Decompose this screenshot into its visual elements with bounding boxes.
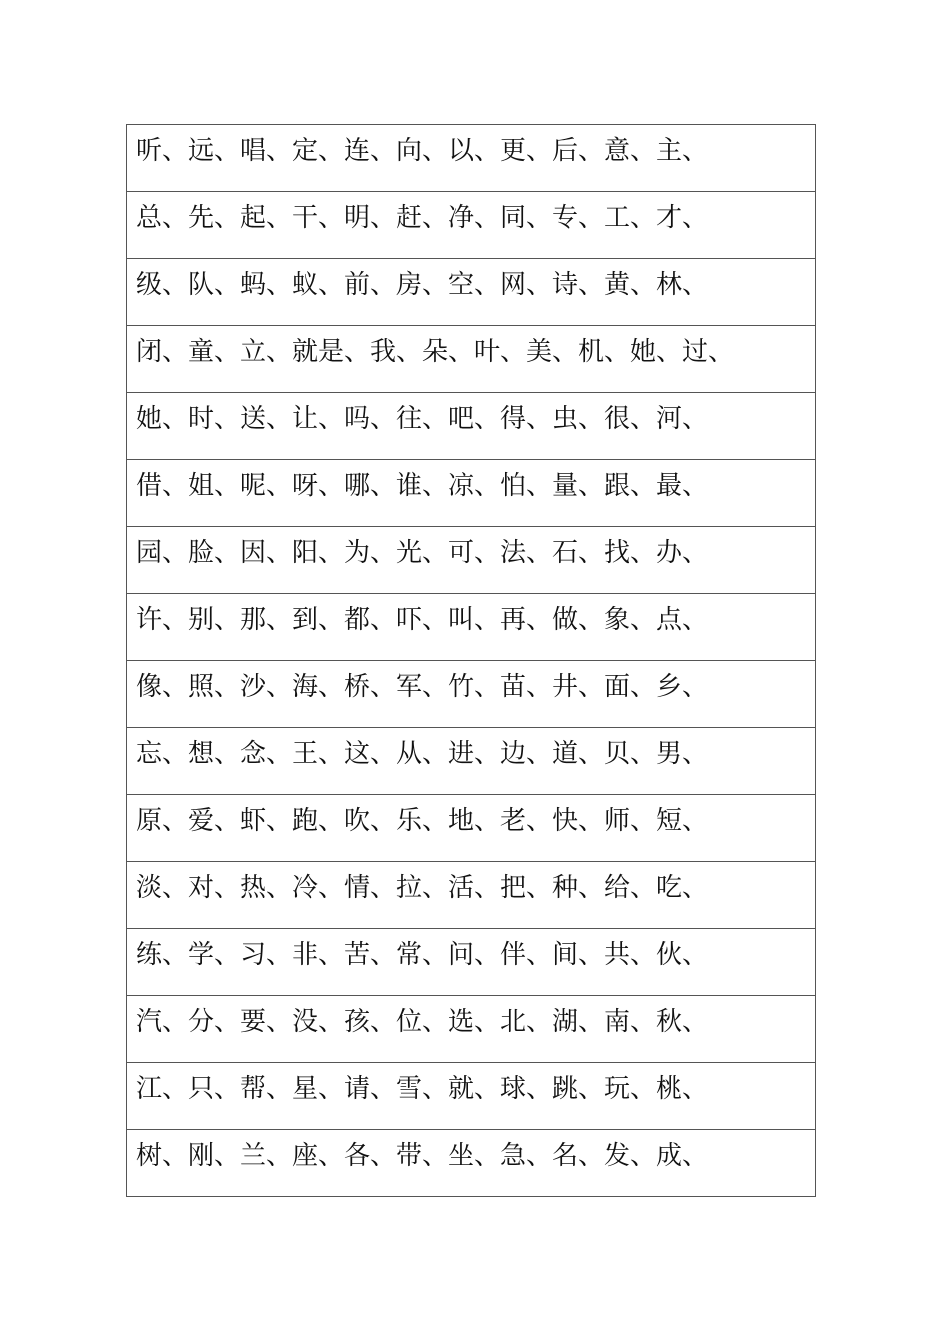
- row-text: 听、远、唱、定、连、向、以、更、后、意、主、: [136, 136, 709, 166]
- row-text: 练、学、习、非、苦、常、问、伴、间、共、伙、: [136, 940, 709, 970]
- row-text: 闭、童、立、就是、我、朵、叶、美、机、她、过、: [136, 337, 735, 367]
- table-row: [127, 460, 815, 527]
- row-text: 她、时、送、让、吗、往、吧、得、虫、很、河、: [136, 404, 709, 434]
- table-row: [127, 1130, 815, 1196]
- table-row: [127, 594, 815, 661]
- row-text: 园、脸、因、阳、为、光、可、法、石、找、办、: [136, 538, 709, 568]
- table-row: [127, 728, 815, 795]
- character-table: [126, 124, 816, 1197]
- row-text: 淡、对、热、冷、情、拉、活、把、种、给、吃、: [136, 873, 709, 903]
- row-text: 许、别、那、到、都、吓、叫、再、做、象、点、: [136, 605, 709, 635]
- table-row: [127, 862, 815, 929]
- table-row: [127, 795, 815, 862]
- row-text: 江、只、帮、星、请、雪、就、球、跳、玩、桃、: [136, 1074, 709, 1104]
- table-row: [127, 326, 815, 393]
- table-row: [127, 661, 815, 728]
- row-text: 级、队、蚂、蚁、前、房、空、网、诗、黄、林、: [136, 270, 709, 300]
- table-row: [127, 259, 815, 326]
- row-text: 原、爱、虾、跑、吹、乐、地、老、快、师、短、: [136, 806, 709, 836]
- table-row: [127, 125, 815, 192]
- table-row: [127, 393, 815, 460]
- table-row: [127, 527, 815, 594]
- table-row: [127, 1063, 815, 1130]
- row-text: 像、照、沙、海、桥、军、竹、苗、井、面、乡、: [136, 672, 709, 702]
- table-row: [127, 192, 815, 259]
- row-text: 忘、想、念、王、这、从、进、边、道、贝、男、: [136, 739, 709, 769]
- table-row: [127, 929, 815, 996]
- row-text: 汽、分、要、没、孩、位、选、北、湖、南、秋、: [136, 1007, 709, 1037]
- row-text: 总、先、起、干、明、赶、净、同、专、工、才、: [136, 203, 709, 233]
- row-text: 借、姐、呢、呀、哪、谁、凉、怕、量、跟、最、: [136, 471, 709, 501]
- row-text: 树、刚、兰、座、各、带、坐、急、名、发、成、: [136, 1141, 709, 1171]
- table-row: [127, 996, 815, 1063]
